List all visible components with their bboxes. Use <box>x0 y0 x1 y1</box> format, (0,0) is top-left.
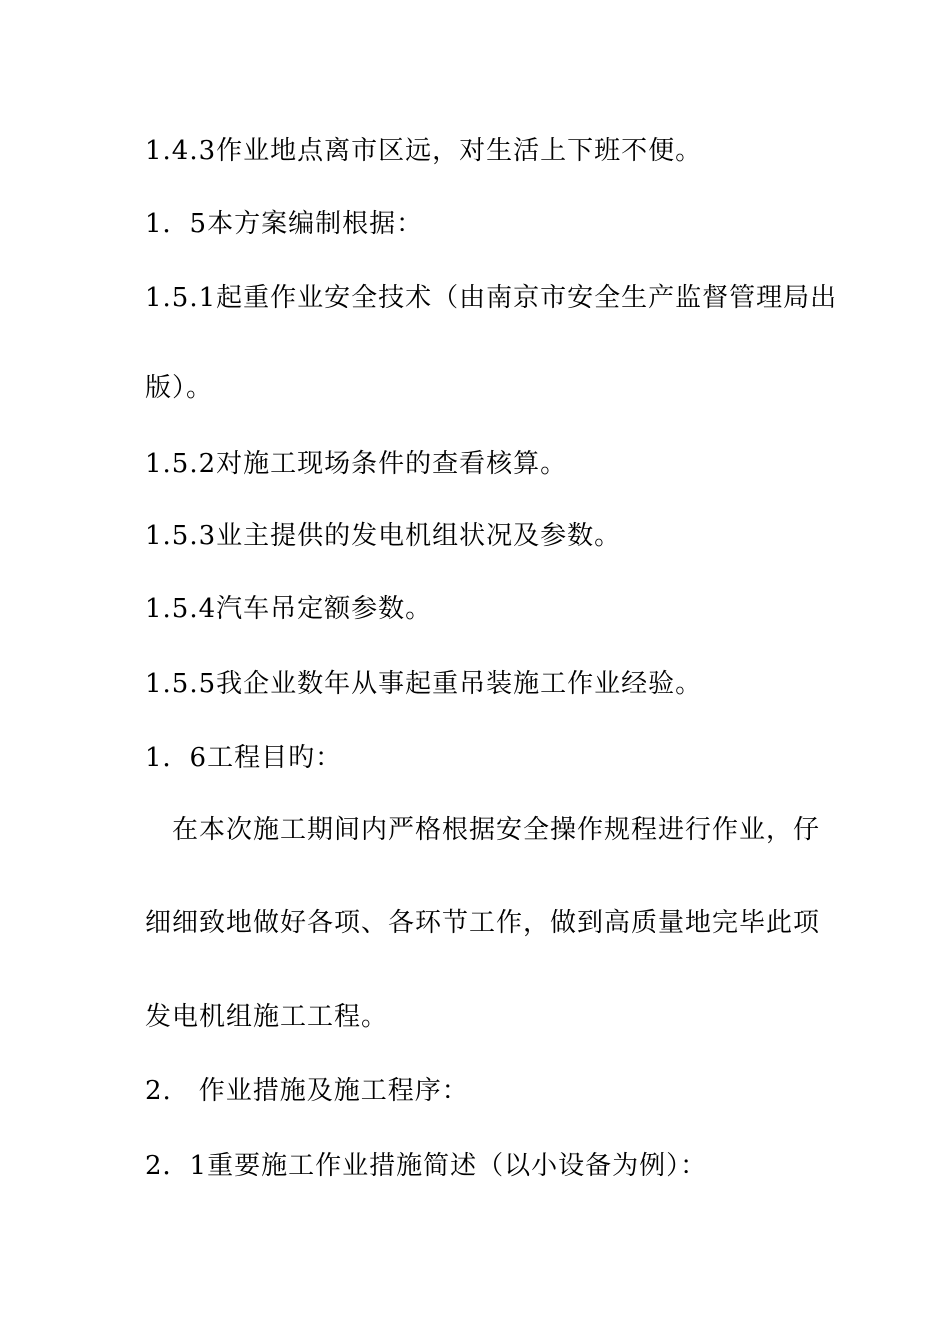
section-heading-2-1: 2．1重要施工作业措施简述（以小设备为例）： <box>145 1151 708 1181</box>
section-heading-1-5: 1．5本方案编制根据： <box>145 209 424 239</box>
section-heading-1-6: 1．6工程目旳： <box>145 743 343 773</box>
text-line-1-5-2: 1.5.2对施工现场条件的查看核算。 <box>145 449 568 479</box>
text-line-1-5-5: 1.5.5我企业数年从事起重吊装施工作业经验。 <box>145 669 703 699</box>
text-line-1-5-4: 1.5.4汽车吊定额参数。 <box>145 594 433 624</box>
text-line-1-5-1-continued: 版）。 <box>145 373 214 403</box>
section-heading-2: 2. 作业措施及施工程序： <box>145 1076 469 1106</box>
paragraph-line-2: 细细致地做好各项、各环节工作，做到高质量地完毕此项 <box>145 908 821 938</box>
paragraph-line-3: 发电机组施工工程。 <box>145 1002 389 1032</box>
paragraph-line-1: 在本次施工期间内严格根据安全操作规程进行作业，仔 <box>172 815 821 845</box>
text-line-1-5-3: 1.5.3业主提供的发电机组状况及参数。 <box>145 521 622 551</box>
text-line-1-5-1: 1.5.1起重作业安全技术（由南京市安全生产监督管理局出 <box>145 283 838 313</box>
text-line-1-4-3: 1.4.3作业地点离市区远，对生活上下班不便。 <box>145 136 703 166</box>
